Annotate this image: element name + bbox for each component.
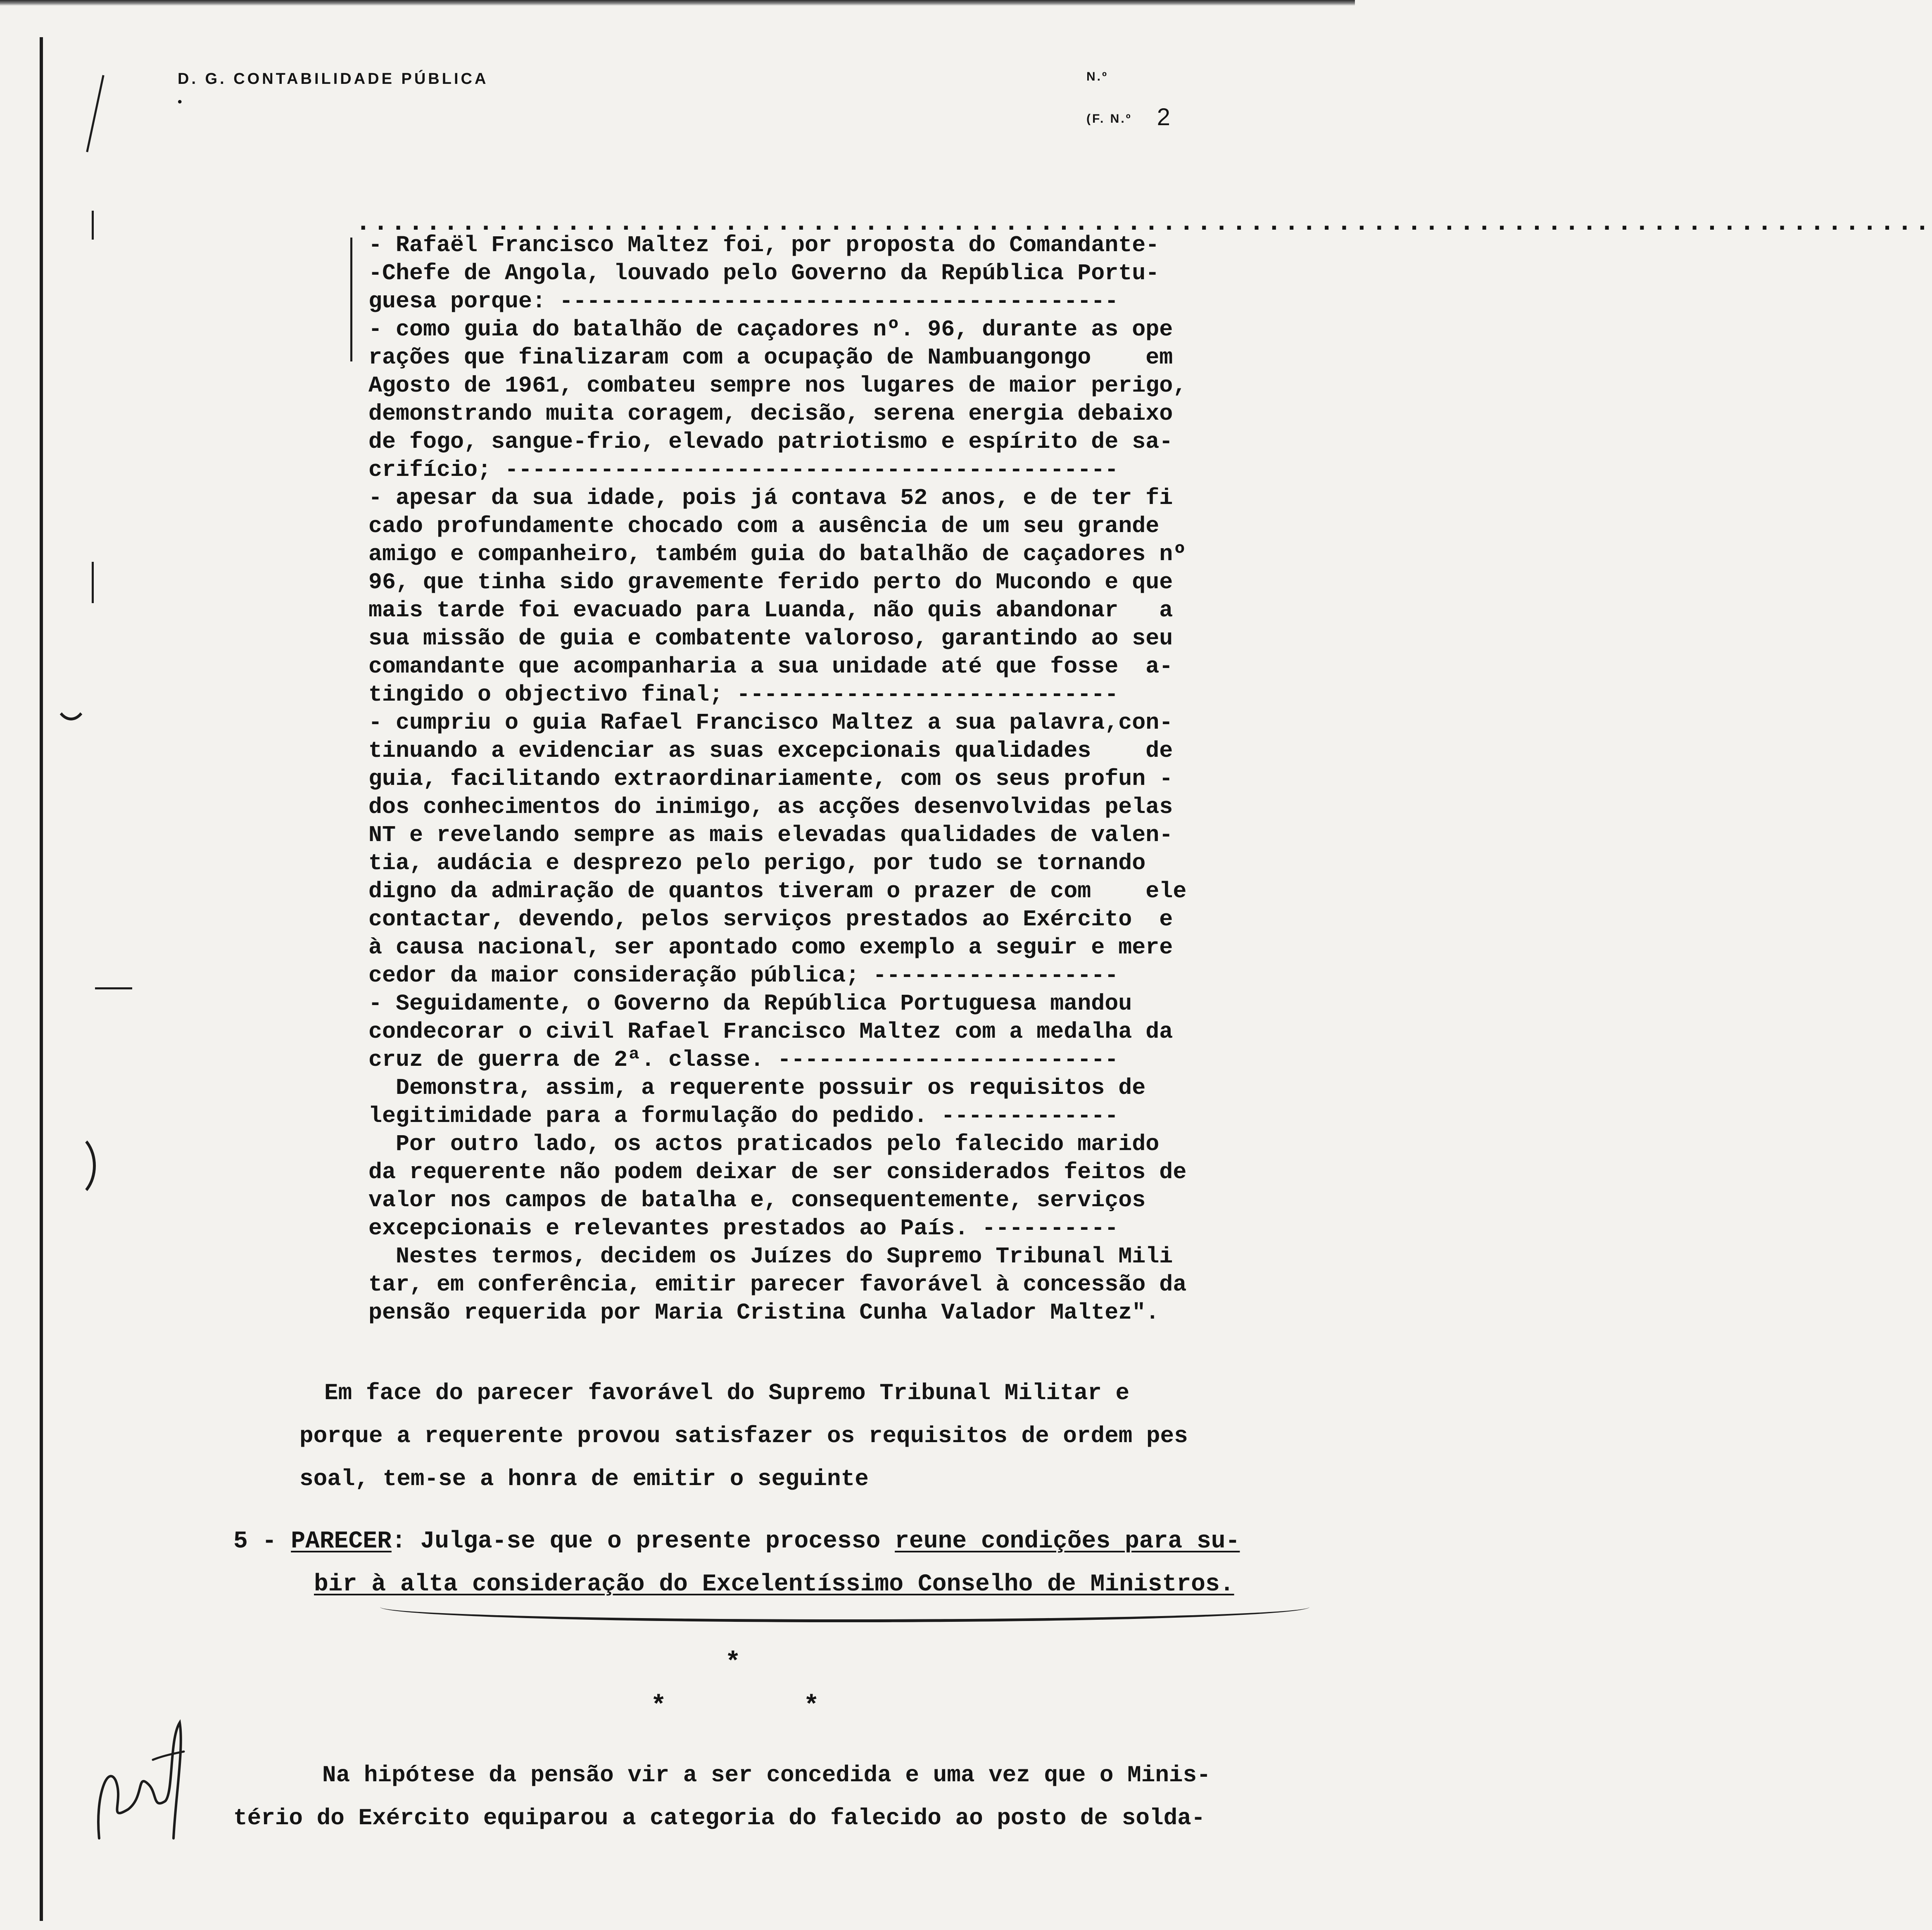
punch-hole-mark	[45, 1132, 96, 1200]
quoted-line: mais tarde foi evacuado para Luanda, não quis abandonar a	[368, 597, 1173, 623]
quoted-line: 96, que tinha sido gravemente ferido perto do Mucondo e que	[368, 569, 1173, 595]
parecer-label: PARECER	[291, 1528, 392, 1555]
quoted-line: Nestes termos, decidem os Juízes do Supremo Tribunal Mili	[368, 1243, 1173, 1269]
parecer-text-underlined: bir à alta consideração do Excelentíssimo Conselho de Ministros.	[314, 1571, 1234, 1598]
quoted-line: NT e revelando sempre as mais elevadas qualidades de valen-	[368, 822, 1173, 848]
quoted-line: tinuando a evidenciar as suas excepcionais qualidades de	[368, 738, 1173, 764]
asterisk-mark: *	[651, 1692, 667, 1721]
quoted-line: cado profundamente chocado com a ausência de um seu grande	[368, 513, 1160, 539]
dotted-separator: ..........................................................................................	[355, 208, 1932, 238]
quoted-line: - cumpriu o guia Rafael Francisco Maltez a sua palavra,con-	[368, 710, 1173, 736]
quoted-line: guesa porque: -----------------------------------------	[368, 288, 1119, 314]
handwritten-signature	[91, 1714, 186, 1847]
closing-line: tério do Exército equiparou a categoria do falecido ao posto de solda-	[233, 1805, 1205, 1831]
quoted-line: - Rafaël Francisco Maltez foi, por proposta do Comandante-	[368, 232, 1160, 258]
hand-drawn-underline	[380, 1607, 1309, 1622]
quoted-line: tia, audácia e desprezo pelo perigo, por tudo se tornando	[368, 850, 1146, 876]
quoted-line: dos conhecimentos do inimigo, as acções desenvolvidas pelas	[368, 794, 1173, 820]
sheet-label: (F. N.º	[1086, 112, 1132, 126]
paragraph-favourable-opinion	[299, 1371, 1299, 1500]
sheet-number: 2	[1157, 104, 1172, 131]
margin-mark	[86, 75, 104, 152]
quoted-line: da requerente não podem deixar de ser considerados feitos de	[368, 1159, 1187, 1185]
header-bullet-mark: •	[178, 95, 185, 109]
quoted-line: tar, em conferência, emitir parecer favorável à concessão da	[368, 1272, 1187, 1298]
quoted-line: - apesar da sua idade, pois já contava 52 anos, e de ter fi	[368, 485, 1173, 511]
margin-bracket	[350, 238, 356, 361]
quoted-line: à causa nacional, ser apontado como exemplo a seguir e mere	[368, 934, 1173, 960]
department-name: D. G. CONTABILIDADE PÚBLICA	[178, 70, 489, 88]
department-header	[178, 70, 489, 109]
quoted-line: rações que finalizaram com a ocupação de Nambuangongo em	[368, 345, 1173, 371]
paragraph-line: soal, tem-se a honra de emitir o seguinte	[299, 1466, 869, 1492]
quoted-line: Agosto de 1961, combateu sempre nos lugares de maior perigo,	[368, 373, 1187, 399]
margin-tick	[95, 987, 132, 989]
sheet-line	[1086, 96, 1172, 138]
section-number: 5 -	[233, 1528, 291, 1555]
asterisk-mark: *	[803, 1692, 820, 1721]
parecer-text: : Julga-se que o presente processo	[391, 1528, 895, 1555]
quoted-line: excepcionais e relevantes prestados ao País. ----------	[368, 1215, 1119, 1241]
quoted-line: condecorar o civil Rafael Francisco Maltez com a medalha da	[368, 1019, 1173, 1045]
quoted-line: sua missão de guia e combatente valoroso, garantindo ao seu	[368, 625, 1173, 651]
quoted-line: cedor da maior consideração pública; ------------------	[368, 963, 1119, 989]
quoted-line: digno da admiração de quantos tiveram o prazer de com ele	[368, 878, 1187, 904]
paragraph-line: porque a requerente provou satisfazer os requisitos de ordem pes	[299, 1423, 1188, 1449]
binding-margin-line	[40, 37, 43, 1921]
quoted-line: guia, facilitando extraordinariamente, com os seus profun -	[368, 766, 1173, 792]
closing-line: Na hipótese da pensão vir a ser concedida e uma vez que o Minis-	[322, 1762, 1211, 1788]
quoted-line: cruz de guerra de 2ª. classe. -------------------------	[368, 1047, 1119, 1073]
quoted-line: amigo e companheiro, também guia do batalhão de caçadores nº	[368, 541, 1187, 567]
quoted-line: crifício; ---------------------------------------------	[368, 457, 1119, 483]
punch-hole-mark	[54, 669, 88, 720]
quoted-decision-text	[368, 231, 1290, 1327]
quoted-line: demonstrando muita coragem, decisão, serena energia debaixo	[368, 401, 1173, 427]
number-label: N.º	[1086, 70, 1108, 83]
quoted-line: de fogo, sangue-frio, elevado patriotismo e espírito de sa-	[368, 429, 1173, 455]
parecer-section	[233, 1520, 1307, 1606]
paragraph-line: Em face do parecer favorável do Supremo Tribunal Militar e	[324, 1380, 1130, 1406]
quoted-line: Por outro lado, os actos praticados pelo falecido marido	[368, 1131, 1160, 1157]
parecer-line	[233, 1520, 1307, 1563]
quoted-line: contactar, devendo, pelos serviços prestados ao Exército e	[368, 906, 1173, 932]
quoted-line: Demonstra, assim, a requerente possuir os requisitos de	[368, 1075, 1146, 1101]
quoted-line: tingido o objectivo final; ----------------------------	[368, 682, 1119, 708]
asterisk-mark: *	[725, 1648, 741, 1678]
sheet-reference	[1086, 58, 1172, 138]
quoted-line: pensão requerida por Maria Cristina Cunha Valador Maltez".	[368, 1300, 1160, 1326]
quoted-line: comandante que acompanharia a sua unidade até que fosse a-	[368, 654, 1173, 680]
quoted-line: - Seguidamente, o Governo da República Portuguesa mandou	[368, 991, 1132, 1017]
closing-paragraph	[233, 1754, 1307, 1840]
quoted-line: - como guia do batalhão de caçadores nº. 96, durante as ope	[368, 316, 1173, 342]
quoted-line: -Chefe de Angola, louvado pelo Governo da República Portu-	[368, 260, 1160, 286]
margin-mark	[92, 562, 94, 603]
parecer-text-underlined: reune condições para su-	[895, 1528, 1240, 1555]
scan-edge	[0, 0, 1355, 6]
quoted-line: valor nos campos de batalha e, consequentemente, serviços	[368, 1187, 1146, 1213]
margin-mark	[92, 211, 94, 240]
quoted-line: legitimidade para a formulação do pedido. -------------	[368, 1103, 1119, 1129]
